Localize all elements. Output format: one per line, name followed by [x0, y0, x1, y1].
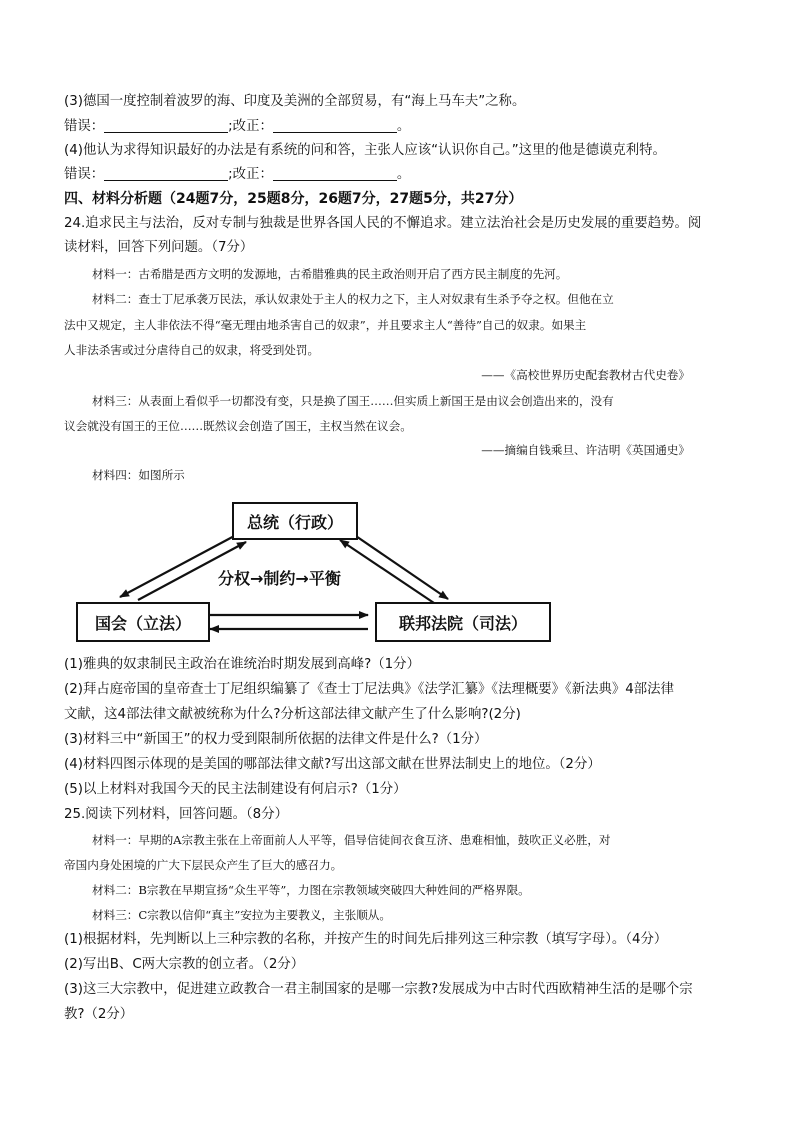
q24-material-4: 材料四：如图所示	[92, 468, 185, 482]
q24-subq-3: (3)材料三中“新国王”的权力受到限制所依据的法律文件是什么?（1分）	[64, 732, 488, 747]
error-blank[interactable]	[104, 118, 228, 133]
fix-blank[interactable]	[273, 118, 397, 133]
fix-label: ;改正：	[228, 167, 273, 182]
q24-subq-2: (2)拜占庭帝国的皇帝查士丁尼组织编纂了《查士丁尼法典》《法学汇纂》《法理概要》《新法典》4部法律	[64, 682, 674, 697]
q24-material-2-cont: 法中又规定，主人非依法不得“毫无理由地杀害自己的奴隶”，并且要求主人“善待”自己的奴隶。如果主	[64, 318, 587, 332]
q25-subq-3-cont: 教?（2分）	[64, 1007, 134, 1022]
q24-material-1: 材料一：古希腊是西方文明的发源地，古希腊雅典的民主政治则开启了西方民主制度的先河。	[92, 267, 568, 281]
q24-intro-cont: 读材料，回答下列问题。（7分）	[64, 240, 254, 255]
prev-question-4: (4)他认为求得知识最好的办法是有系统的问和答，主张人应该“认识你自己。”这里的他是德谟克利特。	[64, 143, 666, 158]
arrow-court-to-president	[340, 540, 434, 603]
prev-answer-line-3	[64, 118, 410, 136]
fix-label: ;改正：	[228, 119, 273, 134]
q25-material-3: 材料三：C宗教以信仰“真主”安拉为主要教义，主张顺从。	[92, 908, 391, 922]
end-mark: 。	[396, 119, 411, 134]
q24-material-2-source: ——《高校世界历史配套教材古代史卷》	[481, 368, 690, 382]
prev-answer-line-4	[64, 166, 410, 184]
q24-material-3-source: ——摘编自钱乘旦、许洁明《英国通史》	[481, 443, 690, 457]
q25-material-2: 材料二：B宗教在早期宣扬“众生平等”，力图在宗教领域突破四大种姓间的严格界限。	[92, 883, 530, 897]
error-label: 错误：	[64, 119, 105, 134]
diagram-center-label: 分权→制约→平衡	[218, 569, 341, 588]
q25-subq-2: (2)写出B、C两大宗教的创立者。（2分）	[64, 957, 305, 972]
q24-material-2-cont: 人非法杀害或过分虐待自己的奴隶，将受到处罚。	[64, 343, 320, 357]
section-heading: 四、材料分析题（24题7分，25题8分，26题7分，27题5分，共27分）	[64, 191, 523, 207]
q24-subq-4: (4)材料四图示体现的是美国的哪部法律文献?写出这部文献在世界法制史上的地位。（2分）	[64, 757, 601, 772]
end-mark: 。	[396, 167, 411, 182]
q24-material-3: 材料三：从表面上看似乎一切都没有变，只是换了国王……但实质上新国王是由议会创造出来的，没有	[92, 394, 614, 408]
president-box: 总统（行政）	[232, 502, 358, 540]
separation-of-powers-diagram	[68, 496, 558, 648]
q24-subq-1: (1)雅典的奴隶制民主政治在谁统治时期发展到高峰?（1分）	[64, 657, 420, 672]
fix-blank[interactable]	[273, 166, 397, 181]
q25-subq-1: (1)根据材料，先判断以上三种宗教的名称，并按产生的时间先后排列这三种宗教（填写字母）。（4分）	[64, 932, 668, 947]
q24-material-3-cont: 议会就没有国王的王位……既然议会创造了国王，主权当然在议会。	[64, 419, 412, 433]
court-box: 联邦法院（司法）	[375, 602, 551, 642]
q24-material-2: 材料二：查士丁尼承袭万民法，承认奴隶处于主人的权力之下，主人对奴隶有生杀予夺之权。但他在立	[92, 292, 614, 306]
arrow-president-to-court	[350, 532, 448, 599]
q25-subq-3: (3)这三大宗教中，促进建立政教合一君主制国家的是哪一宗教?发展成为中古时代西欧精神生活的是哪个宗	[64, 982, 693, 997]
q24-subq-5: (5)以上材料对我国今天的民主法制建设有何启示?（1分）	[64, 782, 407, 797]
error-label: 错误：	[64, 167, 105, 182]
error-blank[interactable]	[104, 166, 228, 181]
congress-box: 国会（立法）	[76, 602, 210, 642]
q24-intro: 24.追求民主与法治，反对专制与独裁是世界各国人民的不懈追求。建立法治社会是历史发展的重要趋势。阅	[64, 216, 702, 231]
q25-material-1-cont: 帝国内身处困境的广大下层民众产生了巨大的感召力。	[64, 858, 343, 872]
q25-material-1: 材料一：早期的A宗教主张在上帝面前人人平等，倡导信徒间衣食互济、患难相恤，鼓吹正义必胜，对	[92, 833, 611, 847]
q24-subq-2-cont: 文献，这4部法律文献被统称为什么?分析这部法律文献产生了什么影响?(2分)	[64, 707, 521, 722]
prev-question-3: (3)德国一度控制着波罗的海、印度及美洲的全部贸易，有“海上马车夫”之称。	[64, 94, 526, 109]
q25-intro: 25.阅读下列材料，回答问题。（8分）	[64, 807, 288, 822]
